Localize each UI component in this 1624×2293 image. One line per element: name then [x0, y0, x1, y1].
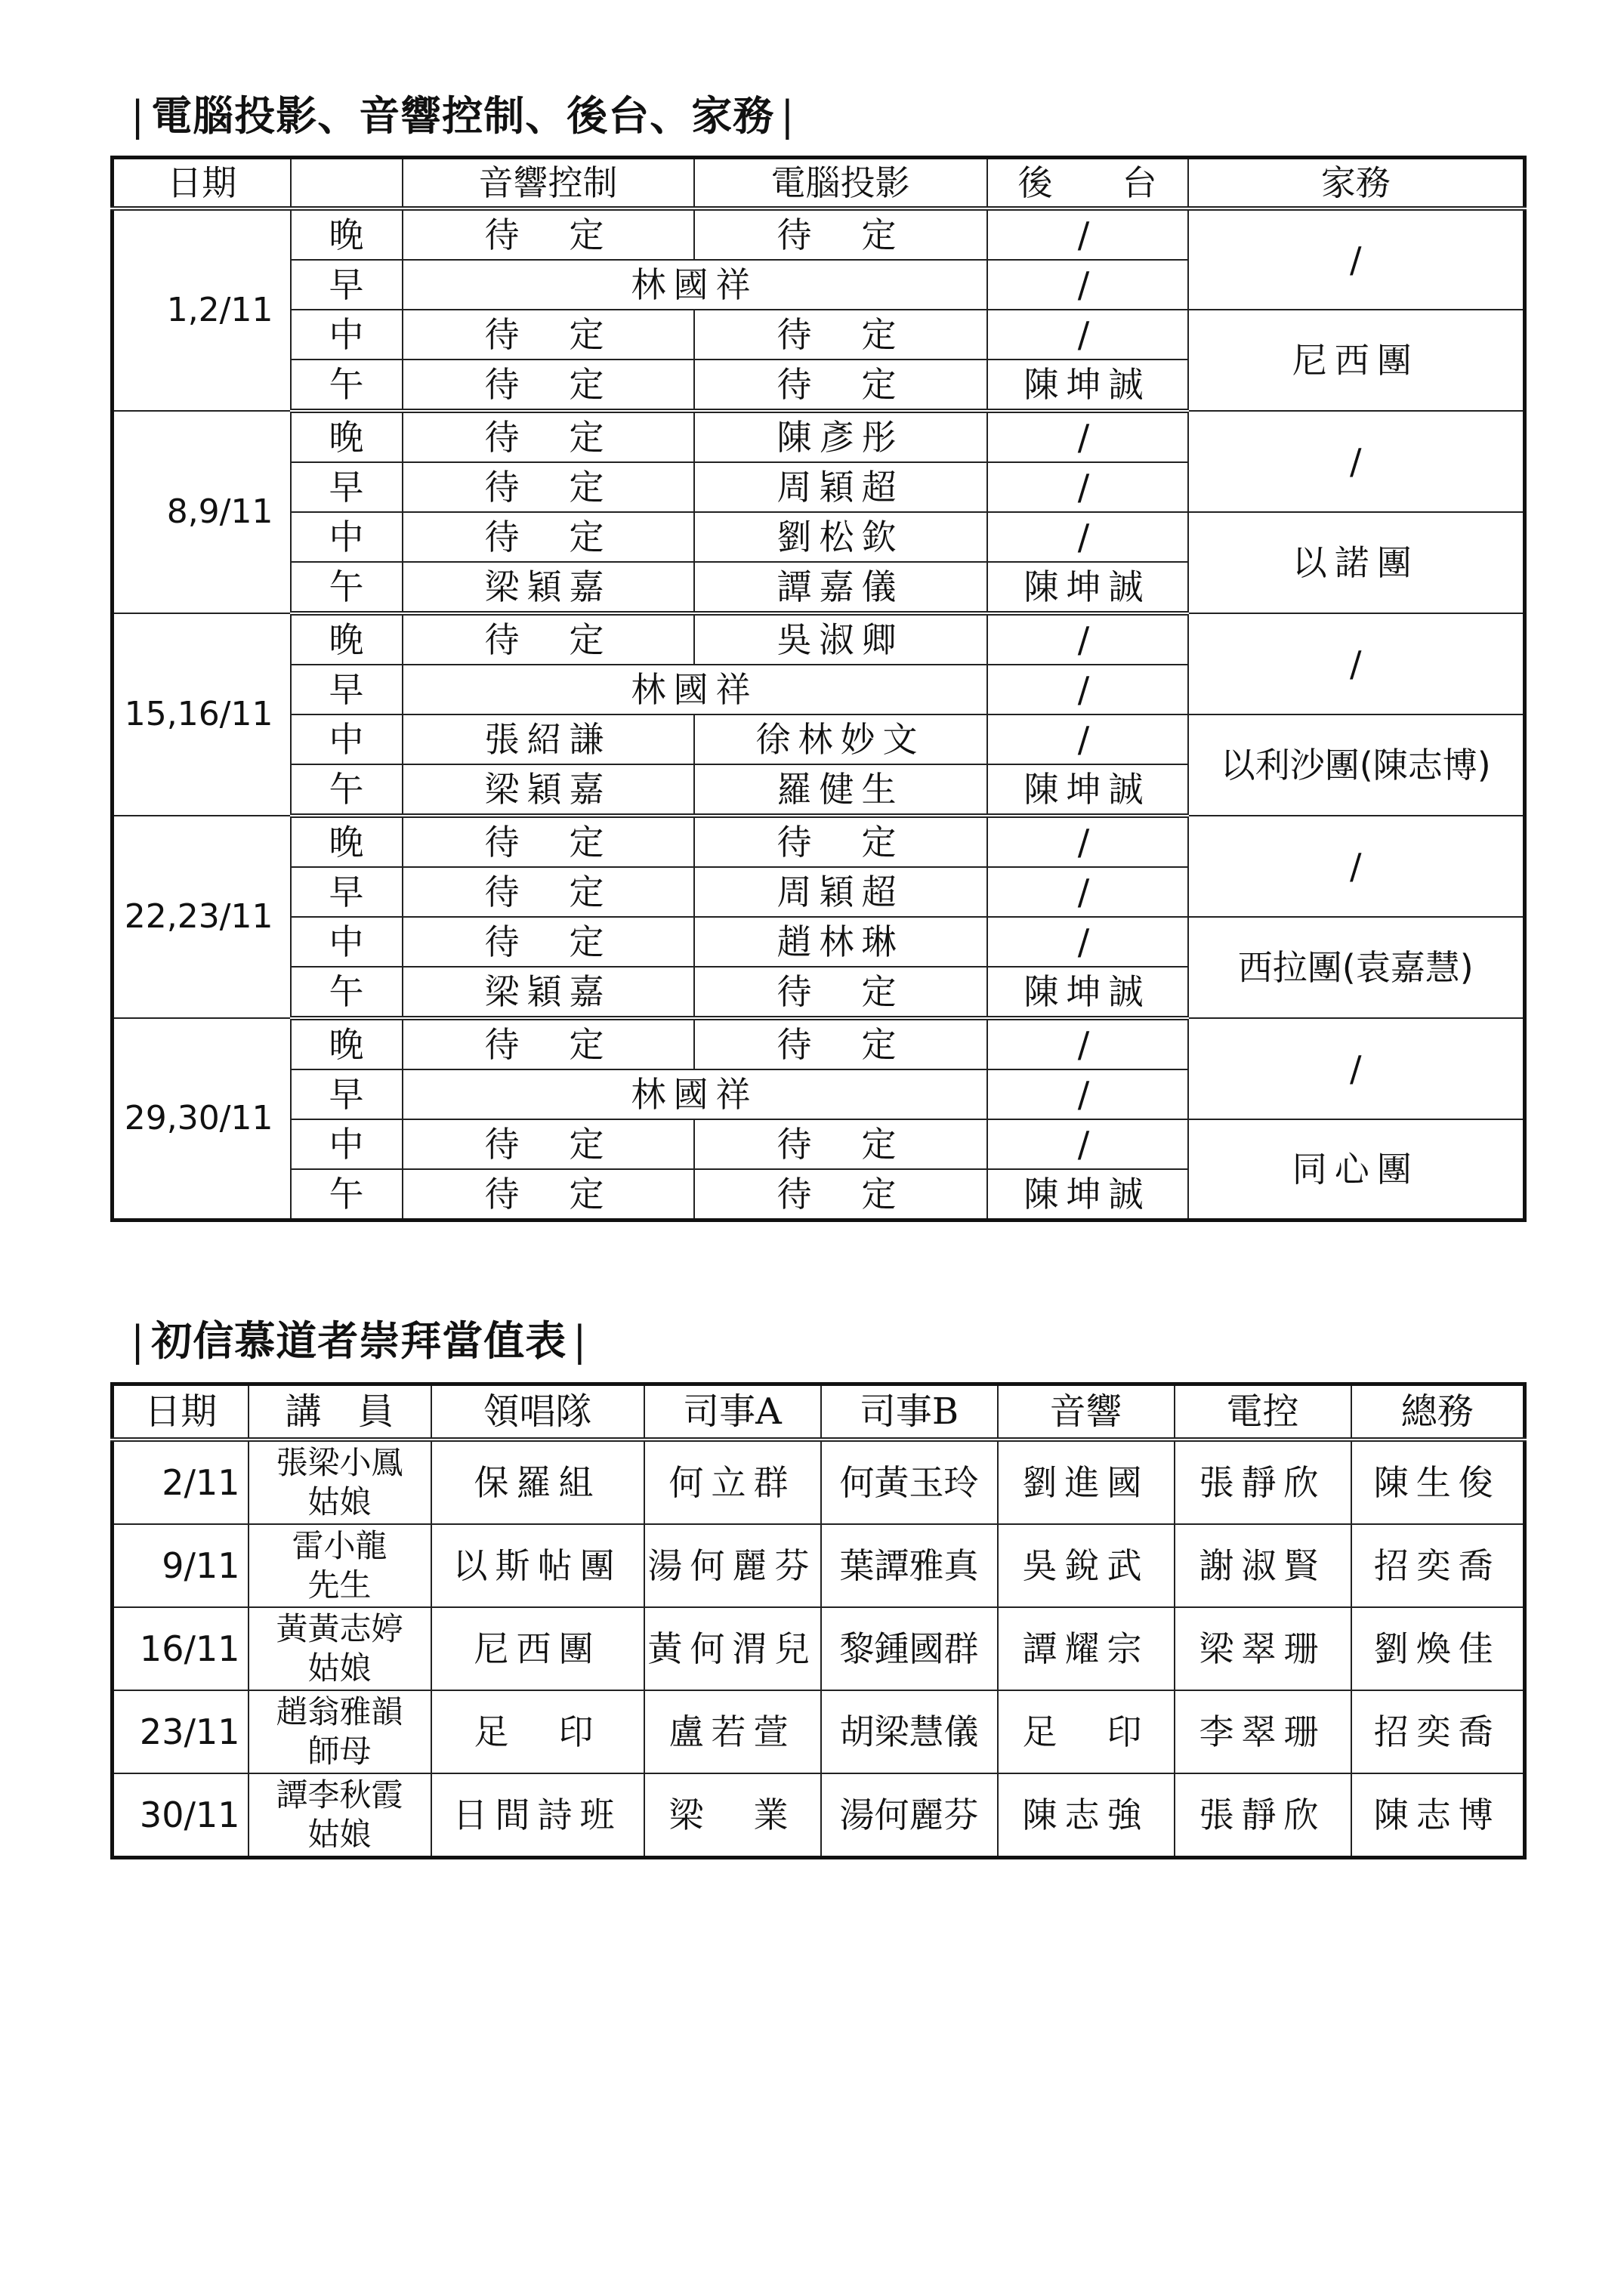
audio-cell: 待 定 [403, 462, 694, 512]
projection-cell: 待 定 [694, 967, 987, 1018]
backstage-cell: 陳坤誠 [987, 360, 1188, 411]
table-row [113, 917, 1525, 967]
slot-cell: 中 [291, 1119, 403, 1169]
control-cell: 張靜欣 [1175, 1773, 1351, 1858]
housekeeping-cell: 尼西團 [1188, 310, 1525, 411]
audio-cell: 待 定 [403, 411, 694, 462]
slot-cell: 午 [291, 967, 403, 1018]
speaker-cell [249, 1773, 431, 1858]
section-title-duty-text: 初信慕道者崇拜當值表 [151, 1316, 567, 1365]
date-cell: 29,30/11 [113, 1018, 291, 1221]
slot-cell: 晚 [291, 816, 403, 867]
projection-cell: 陳彥彤 [694, 411, 987, 462]
header-backstage: 後 台 [987, 158, 1188, 209]
speaker-line: 趙翁雅韻 [276, 1693, 403, 1730]
projection-cell: 待 定 [694, 208, 987, 260]
section-title-av: | 電腦投影、音響控制、後台、家務 | [131, 91, 795, 140]
table-row [113, 613, 1525, 665]
lead-cell: 保羅組 [431, 1440, 644, 1524]
table-row [113, 1440, 1525, 1524]
backstage-cell: 陳坤誠 [987, 1169, 1188, 1221]
housekeeping-cell: / [1188, 816, 1525, 917]
date-cell: 9/11 [113, 1524, 249, 1607]
audio-cell: 足 印 [998, 1690, 1175, 1773]
header-projection: 電腦投影 [694, 158, 987, 209]
projection-cell: 待 定 [694, 1119, 987, 1169]
backstage-cell: / [987, 411, 1188, 462]
audio-cell: 譚耀宗 [998, 1607, 1175, 1690]
housekeeping-cell: / [1188, 208, 1525, 310]
worship-duty-table [110, 1382, 1527, 1859]
header-general: 總務 [1351, 1384, 1525, 1440]
backstage-cell: / [987, 917, 1188, 967]
speaker-line: 黃黃志婷 [276, 1610, 403, 1647]
lead-cell: 足 印 [431, 1690, 644, 1773]
audio-cell: 梁穎嘉 [403, 967, 694, 1018]
merged-cell: 林國祥 [403, 260, 987, 310]
speaker-line: 譚李秋霞 [276, 1776, 403, 1813]
table-row [113, 208, 1525, 260]
lead-cell: 日間詩班 [431, 1773, 644, 1858]
audio-cell: 待 定 [403, 310, 694, 360]
projection-cell: 待 定 [694, 816, 987, 867]
usher-b-cell: 黎鍾國群 [821, 1607, 998, 1690]
header-housekeeping: 家務 [1188, 158, 1525, 209]
projection-cell: 譚嘉儀 [694, 562, 987, 613]
usher-b-cell: 湯何麗芬 [821, 1773, 998, 1858]
header-usher-a: 司事A [644, 1384, 821, 1440]
audio-cell: 張紹謙 [403, 714, 694, 764]
speaker-line: 姑娘 [307, 1650, 372, 1687]
table-row [113, 1524, 1525, 1607]
projection-cell: 待 定 [694, 1018, 987, 1069]
backstage-cell: / [987, 208, 1188, 260]
table-row [113, 1119, 1525, 1169]
housekeeping-cell: 以諾團 [1188, 512, 1525, 613]
date-cell: 22,23/11 [113, 816, 291, 1018]
section-title-duty: | 初信慕道者崇拜當值表 | [131, 1316, 588, 1365]
table-row [113, 1607, 1525, 1690]
slot-cell: 晚 [291, 208, 403, 260]
projection-cell: 周穎超 [694, 462, 987, 512]
backstage-cell: 陳坤誠 [987, 764, 1188, 816]
header-audio: 音響控制 [403, 158, 694, 209]
slot-cell: 午 [291, 360, 403, 411]
backstage-cell: / [987, 512, 1188, 562]
slot-cell: 早 [291, 1069, 403, 1119]
projection-cell: 待 定 [694, 1169, 987, 1221]
date-cell: 8,9/11 [113, 411, 291, 613]
table-header-row [113, 1384, 1525, 1440]
slot-cell: 晚 [291, 1018, 403, 1069]
section-title-av-text: 電腦投影、音響控制、後台、家務 [151, 91, 775, 140]
table-row [113, 1773, 1525, 1858]
av-duty-table [110, 156, 1527, 1222]
table-row [113, 1018, 1525, 1069]
slot-cell: 早 [291, 462, 403, 512]
projection-cell: 羅健生 [694, 764, 987, 816]
usher-a-cell: 黃何渭兒 [644, 1607, 821, 1690]
audio-cell: 待 定 [403, 867, 694, 917]
audio-cell: 待 定 [403, 1018, 694, 1069]
merged-cell: 林國祥 [403, 665, 987, 714]
slot-cell: 晚 [291, 613, 403, 665]
backstage-cell: 陳坤誠 [987, 967, 1188, 1018]
usher-b-cell: 何黃玉玲 [821, 1440, 998, 1524]
usher-a-cell: 盧若萱 [644, 1690, 821, 1773]
slot-cell: 午 [291, 1169, 403, 1221]
housekeeping-cell: 同心團 [1188, 1119, 1525, 1221]
date-cell: 30/11 [113, 1773, 249, 1858]
date-cell: 23/11 [113, 1690, 249, 1773]
slot-cell: 晚 [291, 411, 403, 462]
header-date: 日期 [113, 1384, 249, 1440]
general-cell: 陳生俊 [1351, 1440, 1525, 1524]
speaker-line: 張梁小鳳 [276, 1444, 403, 1481]
housekeeping-cell: 西拉團(袁嘉慧) [1188, 917, 1525, 1018]
projection-cell: 待 定 [694, 360, 987, 411]
header-speaker: 講 員 [249, 1384, 431, 1440]
date-cell: 2/11 [113, 1440, 249, 1524]
header-usher-b: 司事B [821, 1384, 998, 1440]
slot-cell: 中 [291, 310, 403, 360]
audio-cell: 梁穎嘉 [403, 764, 694, 816]
merged-cell: 林國祥 [403, 1069, 987, 1119]
speaker-cell [249, 1440, 431, 1524]
lead-cell: 以斯帖團 [431, 1524, 644, 1607]
table-row [113, 512, 1525, 562]
speaker-cell [249, 1690, 431, 1773]
header-slot [291, 158, 403, 209]
audio-cell: 待 定 [403, 208, 694, 260]
backstage-cell: / [987, 867, 1188, 917]
general-cell: 招奕喬 [1351, 1524, 1525, 1607]
table-row [113, 310, 1525, 360]
backstage-cell: / [987, 310, 1188, 360]
slot-cell: 午 [291, 764, 403, 816]
general-cell: 劉煥佳 [1351, 1607, 1525, 1690]
control-cell: 謝淑賢 [1175, 1524, 1351, 1607]
table-row [113, 411, 1525, 462]
audio-cell: 吳銳武 [998, 1524, 1175, 1607]
usher-a-cell: 梁 業 [644, 1773, 821, 1858]
projection-cell: 吳淑卿 [694, 613, 987, 665]
backstage-cell: / [987, 1119, 1188, 1169]
slot-cell: 中 [291, 512, 403, 562]
table-row [113, 816, 1525, 867]
housekeeping-cell: / [1188, 613, 1525, 714]
projection-cell: 趙林琳 [694, 917, 987, 967]
slot-cell: 午 [291, 562, 403, 613]
audio-cell: 梁穎嘉 [403, 562, 694, 613]
projection-cell: 劉松欽 [694, 512, 987, 562]
backstage-cell: / [987, 1018, 1188, 1069]
projection-cell: 周穎超 [694, 867, 987, 917]
audio-cell: 待 定 [403, 1119, 694, 1169]
date-cell: 16/11 [113, 1607, 249, 1690]
date-cell: 1,2/11 [113, 208, 291, 411]
usher-b-cell: 葉譚雅真 [821, 1524, 998, 1607]
speaker-cell [249, 1607, 431, 1690]
backstage-cell: / [987, 665, 1188, 714]
backstage-cell: / [987, 260, 1188, 310]
usher-b-cell: 胡梁慧儀 [821, 1690, 998, 1773]
slot-cell: 早 [291, 260, 403, 310]
projection-cell: 待 定 [694, 310, 987, 360]
table-header-row [113, 158, 1525, 209]
table-row [113, 714, 1525, 764]
usher-a-cell: 湯何麗芬 [644, 1524, 821, 1607]
general-cell: 陳志博 [1351, 1773, 1525, 1858]
speaker-line: 姑娘 [307, 1816, 372, 1853]
control-cell: 張靜欣 [1175, 1440, 1351, 1524]
slot-cell: 中 [291, 917, 403, 967]
table-row [113, 1690, 1525, 1773]
housekeeping-cell: / [1188, 411, 1525, 512]
speaker-line: 雷小龍 [292, 1527, 387, 1564]
audio-cell: 劉進國 [998, 1440, 1175, 1524]
speaker-line: 姑娘 [307, 1483, 372, 1520]
housekeeping-cell: 以利沙團(陳志博) [1188, 714, 1525, 816]
backstage-cell: / [987, 714, 1188, 764]
backstage-cell: / [987, 462, 1188, 512]
housekeeping-cell: / [1188, 1018, 1525, 1119]
backstage-cell: / [987, 613, 1188, 665]
header-audio: 音響 [998, 1384, 1175, 1440]
backstage-cell: / [987, 816, 1188, 867]
slot-cell: 中 [291, 714, 403, 764]
lead-cell: 尼西團 [431, 1607, 644, 1690]
audio-cell: 待 定 [403, 613, 694, 665]
backstage-cell: 陳坤誠 [987, 562, 1188, 613]
slot-cell: 早 [291, 665, 403, 714]
header-lead-team: 領唱隊 [431, 1384, 644, 1440]
slot-cell: 早 [291, 867, 403, 917]
control-cell: 梁翠珊 [1175, 1607, 1351, 1690]
header-control: 電控 [1175, 1384, 1351, 1440]
general-cell: 招奕喬 [1351, 1690, 1525, 1773]
speaker-line: 先生 [307, 1566, 372, 1603]
backstage-cell: / [987, 1069, 1188, 1119]
control-cell: 李翠珊 [1175, 1690, 1351, 1773]
speaker-cell [249, 1524, 431, 1607]
projection-cell: 徐林妙文 [694, 714, 987, 764]
date-cell: 15,16/11 [113, 613, 291, 816]
speaker-line: 師母 [307, 1733, 372, 1770]
audio-cell: 待 定 [403, 360, 694, 411]
usher-a-cell: 何立群 [644, 1440, 821, 1524]
audio-cell: 陳志強 [998, 1773, 1175, 1858]
audio-cell: 待 定 [403, 917, 694, 967]
audio-cell: 待 定 [403, 1169, 694, 1221]
audio-cell: 待 定 [403, 512, 694, 562]
header-date: 日期 [113, 158, 291, 209]
audio-cell: 待 定 [403, 816, 694, 867]
